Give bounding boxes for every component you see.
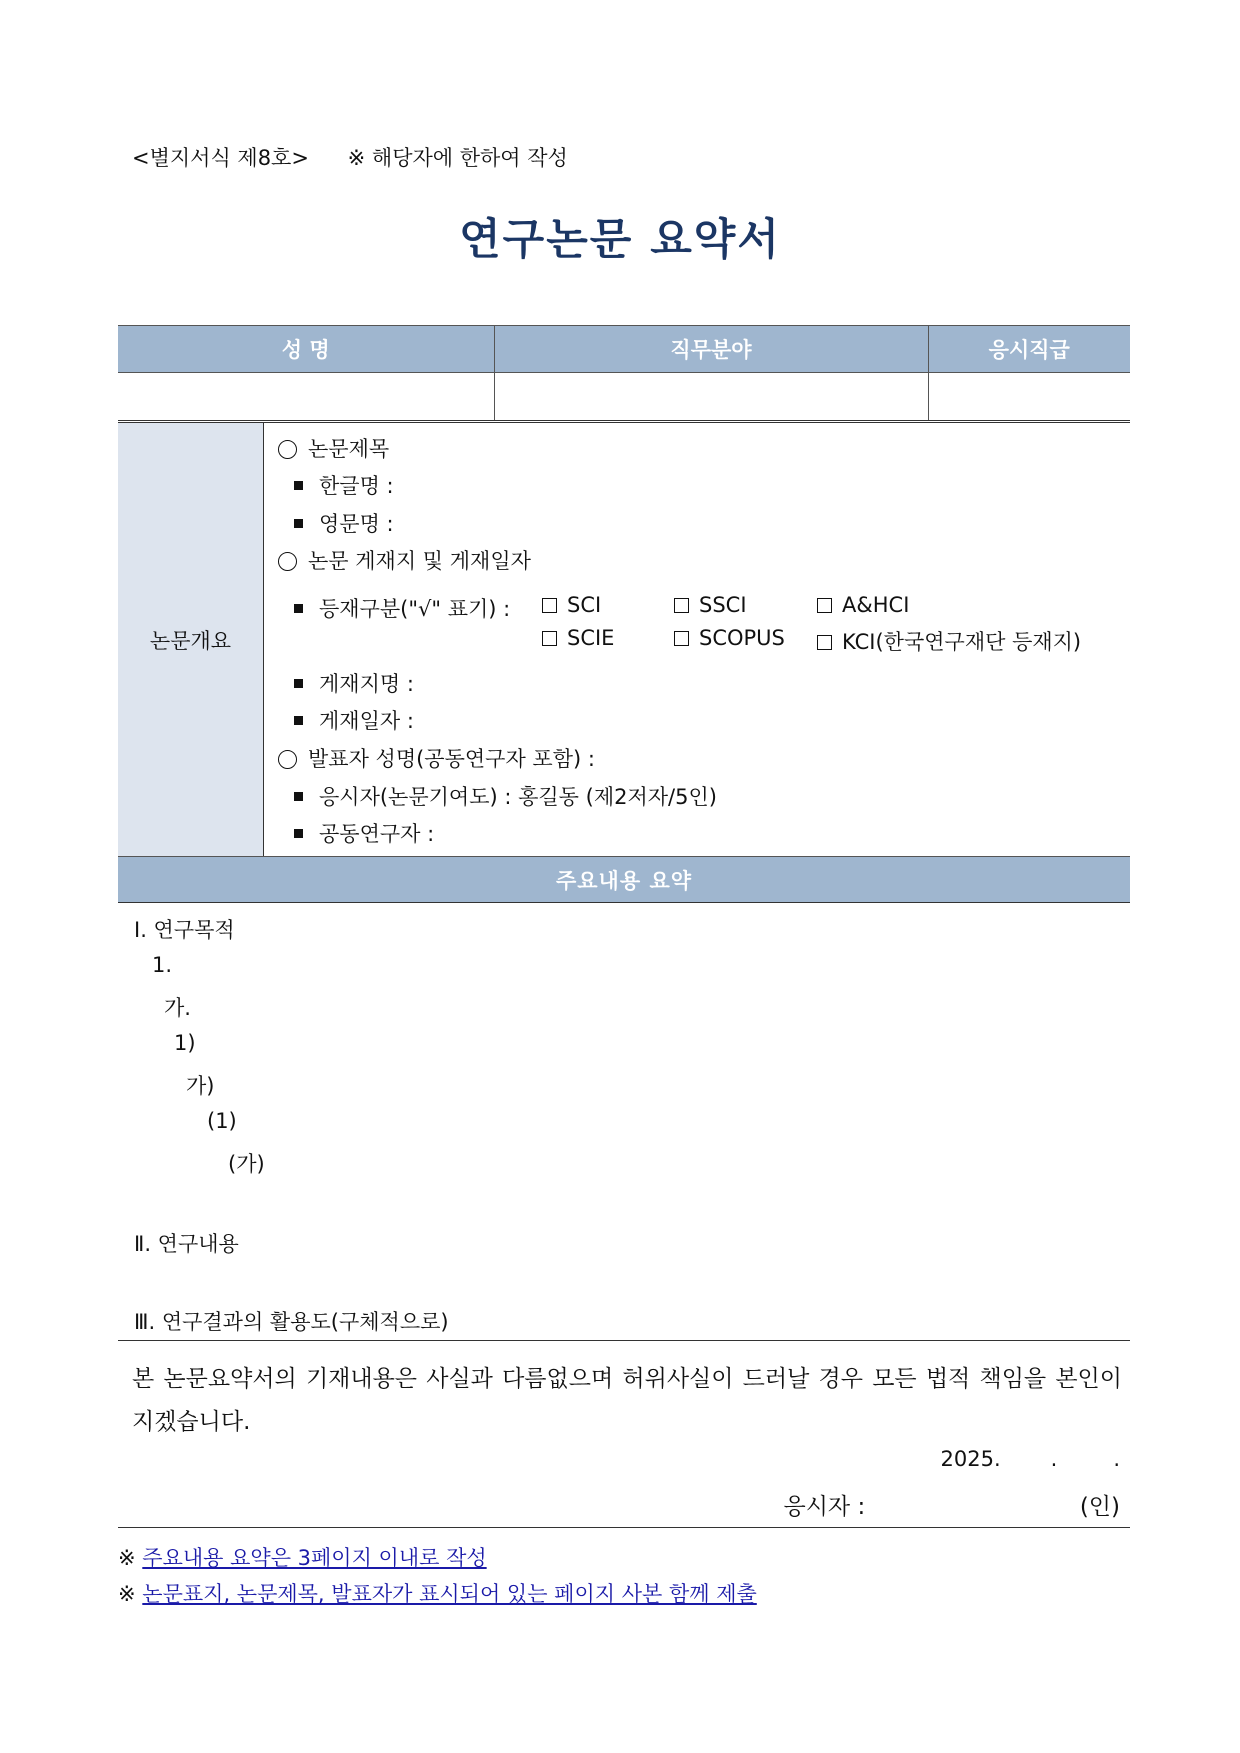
- header-grade: 응시직급: [928, 326, 1130, 373]
- korean-name-item: 한글명 :: [294, 470, 394, 500]
- applicant-contribution-item: 응시자(논문기여도) : 홍길동 (제2저자/5인): [294, 781, 717, 811]
- checkbox-ahci[interactable]: A&HCI: [817, 593, 909, 617]
- square-bullet-icon: [294, 716, 303, 725]
- signature-line: [783, 1488, 1120, 1521]
- signer-label: 응시자 :: [783, 1494, 866, 1520]
- outline-level-6: (가): [228, 1152, 265, 1176]
- page-title: 연구논문 요약서: [459, 215, 781, 265]
- summary-heading: 주요내용 요약: [118, 857, 1130, 903]
- section-purpose: Ⅰ. 연구목적: [134, 918, 235, 942]
- square-bullet-icon: [294, 481, 303, 490]
- outline-level-3: 1): [174, 1031, 196, 1055]
- outline-level-4: 가): [186, 1074, 215, 1098]
- footnote-2: [118, 1578, 757, 1608]
- date-month-dot: .: [1050, 1447, 1058, 1471]
- overview-label: 논문개요: [118, 423, 264, 856]
- overview-body: [264, 423, 1130, 856]
- header-name: 성 명: [118, 326, 494, 373]
- english-name-item: 영문명 :: [294, 508, 394, 538]
- square-bullet-icon: [294, 519, 303, 528]
- checkbox-icon[interactable]: [542, 631, 557, 646]
- authors-section-item: 발표자 성명(공동연구자 포함) :: [278, 743, 595, 773]
- paper-overview-section: [118, 422, 1130, 857]
- declaration-date: [941, 1447, 1121, 1471]
- checkbox-sci[interactable]: SCI: [542, 593, 601, 617]
- circle-bullet-icon: [278, 552, 297, 571]
- declaration-text: 본 논문요약서의 기재내용은 사실과 다름없으며 허위사실이 드러날 경우 모든 법적 책임을 본인이 지겠습니다.: [132, 1366, 1122, 1435]
- square-bullet-icon: [294, 829, 303, 838]
- index-label-item: 등재구분("√" 표기) :: [294, 593, 510, 623]
- form-number: <별지서식 제8호>: [132, 146, 309, 170]
- checkbox-icon[interactable]: [817, 598, 832, 613]
- footnote-link-submission[interactable]: 논문표지, 논문제목, 발표자가 표시되어 있는 페이지 사본 함께 제출: [142, 1582, 757, 1606]
- footnote-1: [118, 1542, 487, 1572]
- job-field-field[interactable]: [494, 373, 928, 421]
- reference-mark-icon: ※: [118, 1546, 136, 1570]
- grade-field[interactable]: [928, 373, 1130, 421]
- name-field[interactable]: [118, 373, 494, 421]
- applicant-table: [118, 325, 1130, 421]
- date-day-dot: .: [1113, 1447, 1120, 1471]
- circle-bullet-icon: [278, 750, 297, 769]
- divider: [118, 1340, 1130, 1341]
- seal-mark: (인): [1079, 1494, 1120, 1520]
- header-job-field: 직무분야: [494, 326, 928, 373]
- reference-mark-icon: ※: [118, 1582, 136, 1606]
- outline-level-2: 가.: [164, 996, 191, 1020]
- checkbox-kci[interactable]: KCI(한국연구재단 등재지): [817, 626, 1081, 656]
- journal-name-item: 게재지명 :: [294, 668, 414, 698]
- checkbox-icon[interactable]: [817, 635, 832, 650]
- square-bullet-icon: [294, 792, 303, 801]
- form-header: [132, 142, 568, 172]
- paper-title-item: 논문제목: [278, 433, 389, 463]
- divider: [118, 1527, 1130, 1528]
- section-content: Ⅱ. 연구내용: [134, 1232, 239, 1256]
- checkbox-ssci[interactable]: SSCI: [674, 593, 747, 617]
- checkbox-scopus[interactable]: SCOPUS: [674, 626, 785, 650]
- checkbox-icon[interactable]: [674, 631, 689, 646]
- publication-date-item: 게재일자 :: [294, 705, 414, 735]
- form-note: ※ 해당자에 한하여 작성: [347, 146, 568, 170]
- checkbox-icon[interactable]: [674, 598, 689, 613]
- square-bullet-icon: [294, 604, 303, 613]
- journal-section-item: 논문 게재지 및 게재일자: [278, 545, 531, 575]
- checkbox-scie[interactable]: SCIE: [542, 626, 614, 650]
- section-utilization: Ⅲ. 연구결과의 활용도(구체적으로): [134, 1310, 449, 1334]
- circle-bullet-icon: [278, 440, 297, 459]
- co-researchers-item: 공동연구자 :: [294, 818, 434, 848]
- date-year: 2025.: [940, 1447, 1001, 1471]
- outline-level-5: (1): [207, 1109, 237, 1133]
- footnote-link-page-limit[interactable]: 주요내용 요약은 3페이지 이내로 작성: [142, 1546, 487, 1570]
- outline-level-1: 1.: [152, 953, 173, 977]
- square-bullet-icon: [294, 679, 303, 688]
- checkbox-icon[interactable]: [542, 598, 557, 613]
